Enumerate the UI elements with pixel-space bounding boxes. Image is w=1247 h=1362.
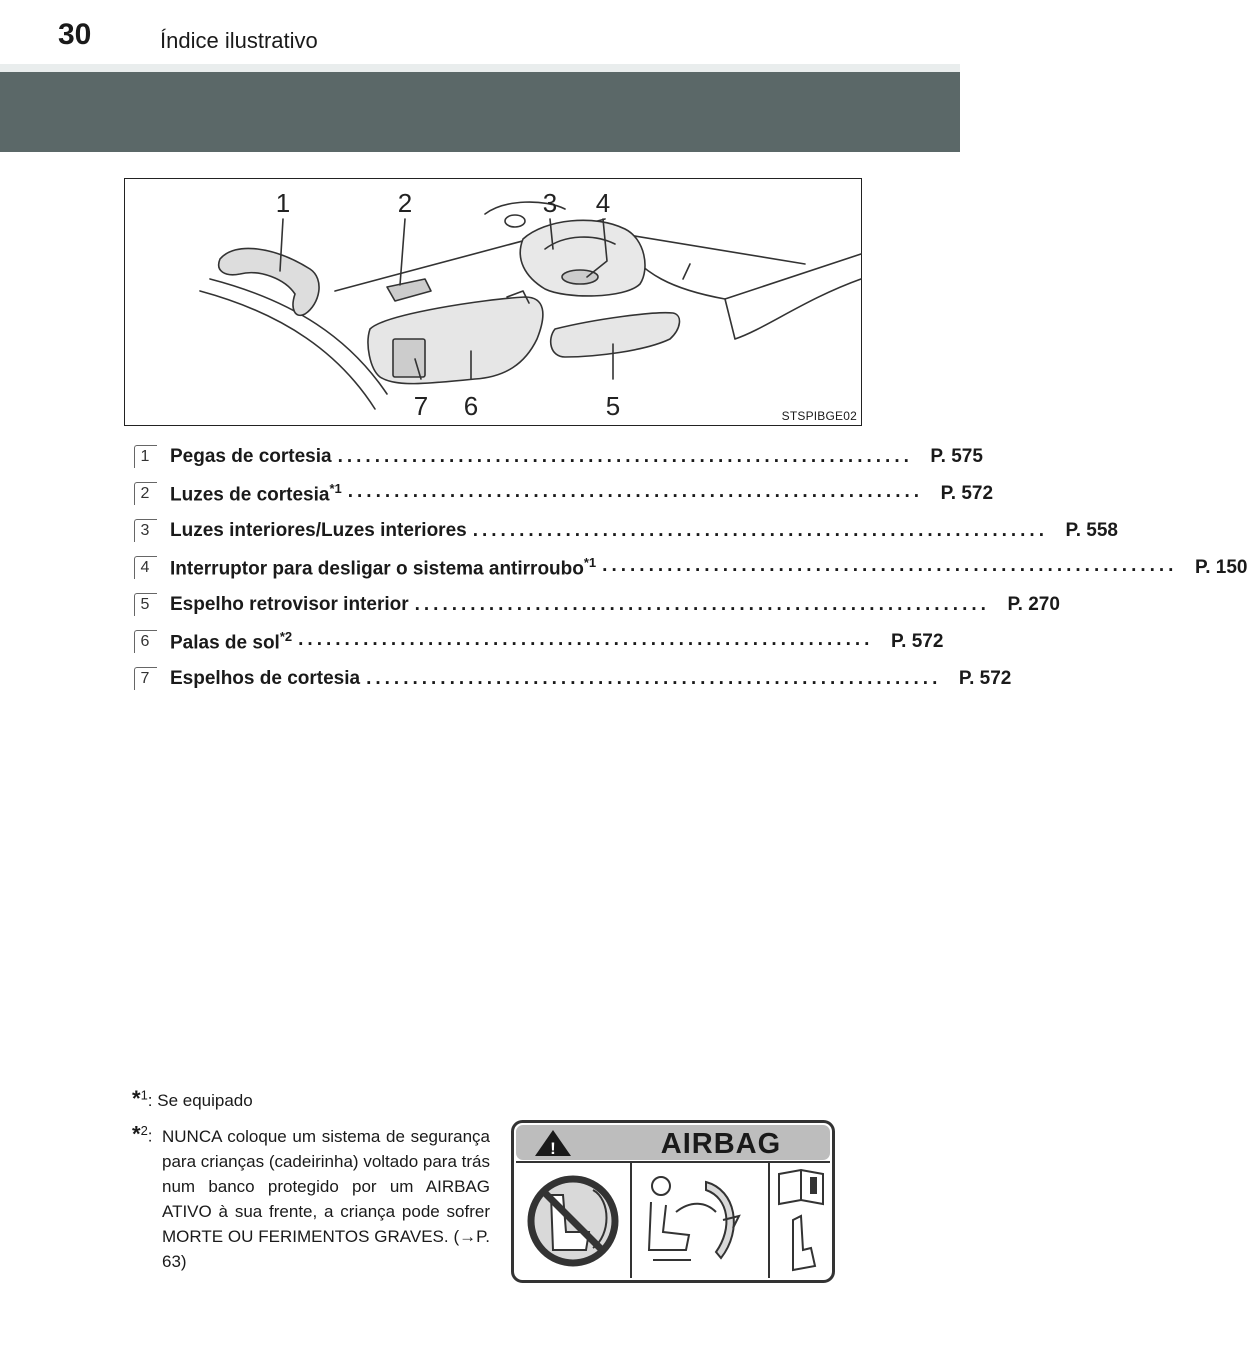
index-row: 1 Pegas de cortesia .............................................................. P. 575	[132, 438, 832, 475]
page-ref: P. 558	[1065, 519, 1118, 541]
header-divider	[0, 64, 960, 72]
item-label: Luzes de cortesia	[170, 484, 330, 506]
index-row: 6 Palas de sol$^{*2}$ .............................................................. P. 572	[132, 623, 832, 660]
callout-1: 1	[275, 188, 291, 218]
footnote-1: *$^1$: Se equipado	[132, 1086, 253, 1111]
footnote-ref: *1	[329, 480, 342, 496]
svg-text:!: !	[550, 1139, 556, 1158]
airbag-warning-graphic	[511, 1120, 835, 1283]
page-number: 30	[58, 18, 92, 51]
item-label: Luzes interiores/Luzes interiores	[170, 519, 467, 541]
item-number-badge: 1	[132, 444, 158, 470]
airbag-warning-label	[511, 1120, 835, 1283]
page-ref: P. 150	[1194, 556, 1247, 578]
item-label: Palas de sol	[170, 632, 280, 654]
footnote-ref: *1	[583, 554, 597, 570]
item-label: Espelho retrovisor interior	[170, 593, 409, 615]
callout-5: 5	[605, 391, 621, 421]
page-header	[0, 0, 960, 64]
callout-7: 7	[413, 391, 429, 421]
callout-6: 6	[463, 391, 479, 421]
callout-3: 3	[542, 188, 558, 218]
item-number-badge: 5	[132, 592, 158, 618]
no-rear-facing-seat-icon	[528, 1176, 618, 1266]
ceiling-drawing	[125, 179, 861, 425]
page-title: Índice ilustrativo	[160, 28, 318, 53]
item-number-badge: 7	[132, 666, 158, 692]
page-ref: P. 572	[940, 482, 994, 504]
item-number-badge: 2	[132, 481, 158, 507]
page-ref: P. 575	[930, 445, 983, 467]
index-row: 7 Espelhos de cortesia .............................................................. P. 572	[132, 660, 832, 697]
index-row: 3 Luzes interiores/Luzes interiores .............................................................. P. 558	[132, 512, 832, 549]
item-label: Espelhos de cortesia	[170, 667, 361, 689]
footnote-1-text: : Se equipado	[147, 1091, 253, 1110]
item-number-badge: 6	[132, 629, 158, 655]
callout-2: 2	[397, 188, 413, 218]
airbag-title: AIRBAG	[660, 1128, 782, 1160]
index-list	[132, 438, 1247, 697]
index-row: 5 Espelho retrovisor interior .............................................................. P. 270	[132, 586, 832, 623]
page-ref: P. 572	[958, 667, 1012, 689]
page-ref: P. 572	[890, 630, 944, 652]
index-row: 2 Luzes de cortesia$^{*1}$ .............................................................. P. 572	[132, 475, 832, 512]
footnote-2: *$^2$: NUNCA coloque um sistema de segurança para crianças (cadeirinha) voltado para trás num banco protegido por um AIRBAG ATIVO à sua frente, a criança pode sofrer MORTE OU FERIMENTOS GRAVES. (→P. 63)	[132, 1118, 490, 1274]
footnote-2-text: NUNCA coloque um sistema de segurança para crianças (cadeirinha) voltado para trás num banco protegido por um AIRBAG ATIVO à sua frente, a criança pode sofrer MORTE OU FERIMENTOS GRAVES. (→P. 63)	[162, 1126, 490, 1271]
item-label: Pegas de cortesia	[170, 445, 332, 467]
page-ref: P. 270	[1007, 593, 1060, 615]
figure-code: STSPIBGE02	[781, 409, 857, 423]
item-number-badge: 4	[132, 555, 158, 581]
item-label: Interruptor para desligar o sistema antirroubo	[170, 558, 584, 580]
callout-4: 4	[595, 188, 611, 218]
item-number-badge: 3	[132, 518, 158, 544]
footnote-ref: *2	[279, 628, 293, 644]
index-row: 4 Interruptor para desligar o sistema antirroubo$^{*1}$ .............................................................. P. 150	[132, 549, 832, 586]
interior-illustration	[124, 178, 862, 426]
section-band	[0, 72, 960, 152]
